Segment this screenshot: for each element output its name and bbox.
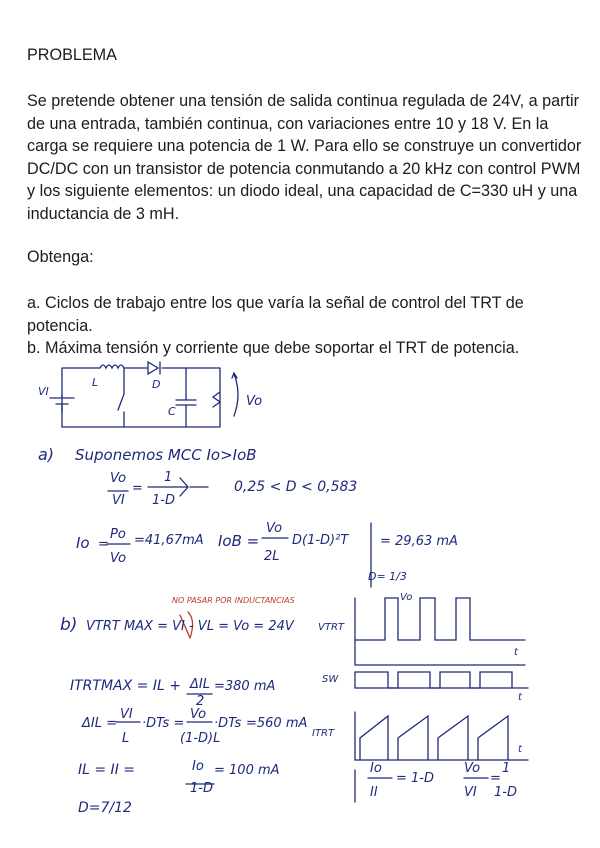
item-b: b. Máxima tensión y corriente que debe soportar el TRT de potencia. bbox=[27, 339, 520, 357]
source-symbol bbox=[50, 395, 74, 412]
svg-text:ΔIL =: ΔIL = bbox=[82, 716, 117, 731]
svg-text:1-D: 1-D bbox=[494, 785, 517, 800]
svg-text:·DTs: ·DTs bbox=[214, 716, 242, 731]
svg-text:Io: Io bbox=[192, 759, 204, 774]
svg-text:=: = bbox=[132, 481, 143, 496]
svg-text:IL = II =: IL = II = bbox=[78, 762, 135, 778]
iob-value: = 29,63 mA bbox=[380, 534, 458, 549]
svg-text:VI: VI bbox=[112, 493, 125, 508]
label-vi: VI bbox=[38, 385, 49, 398]
svg-text:1-D: 1-D bbox=[190, 781, 213, 796]
svg-text:Po: Po bbox=[110, 527, 126, 542]
svg-text:D(1-D)²T: D(1-D)²T bbox=[292, 533, 349, 548]
waveform-vo-label: Vo bbox=[400, 592, 413, 603]
handwritten-solution bbox=[0, 360, 600, 848]
assumption: Suponemos MCC Io>IoB bbox=[75, 446, 257, 464]
svg-text:Vo: Vo bbox=[110, 471, 127, 486]
item-a: a. Ciclos de trabajo entre los que varía la señal de control del TRT de potencia. bbox=[27, 294, 524, 335]
part-b-label: b) bbox=[60, 615, 78, 635]
switch-symbol bbox=[118, 368, 124, 427]
waveform-t2-label: t bbox=[518, 692, 522, 703]
vtrt-axis bbox=[355, 598, 525, 665]
vtrt-waveform bbox=[355, 598, 525, 640]
obtain-label: Obtenga: bbox=[27, 248, 94, 266]
svg-text:II: II bbox=[370, 785, 378, 800]
svg-text:=: = bbox=[490, 771, 501, 786]
note-inductances: NO PASAR POR INDUCTANCIAS bbox=[172, 596, 295, 605]
waveform-vtrt-label: VTRT bbox=[318, 622, 345, 633]
d-note: D= 1/3 bbox=[368, 570, 407, 583]
svg-text:Vo: Vo bbox=[266, 521, 283, 536]
io-value: =41,67mA bbox=[134, 533, 204, 548]
waveform-itrt-label: ITRT bbox=[312, 728, 335, 739]
svg-text:= 1-D: = 1-D bbox=[396, 771, 434, 786]
svg-text:·DTs =: ·DTs = bbox=[142, 716, 185, 731]
svg-text:(1-D)L: (1-D)L bbox=[180, 731, 221, 746]
diode-symbol bbox=[148, 362, 160, 374]
svg-text:IoB =: IoB = bbox=[218, 532, 260, 550]
svg-text:Io: Io bbox=[76, 534, 90, 552]
part-a-label: a) bbox=[38, 445, 55, 464]
itrt-max-eq: ITRTMAX = IL + bbox=[70, 678, 181, 694]
svg-text:1: 1 bbox=[502, 761, 511, 776]
d-value: D=7/12 bbox=[78, 800, 132, 816]
dil-value: =560 mA bbox=[246, 716, 308, 731]
label-d: D bbox=[152, 378, 161, 391]
svg-text:=: = bbox=[98, 537, 109, 552]
label-vo: Vo bbox=[246, 394, 263, 409]
il-value: = 100 mA bbox=[214, 763, 280, 778]
svg-text:2: 2 bbox=[196, 694, 205, 709]
svg-text:L: L bbox=[122, 731, 130, 746]
duty-range: 0,25 < D < 0,583 bbox=[234, 479, 358, 495]
svg-text:Vo: Vo bbox=[464, 761, 481, 776]
capacitor-symbol bbox=[176, 368, 196, 427]
svg-text:VI: VI bbox=[120, 707, 133, 722]
waveform-t1-label: t bbox=[514, 647, 518, 658]
vtrt-max-eq: VTRT MAX = VI - VL = Vo = 24V bbox=[86, 619, 294, 634]
problem-title: PROBLEMA bbox=[27, 46, 117, 64]
itrt-value: =380 mA bbox=[214, 679, 276, 694]
load-symbol bbox=[213, 392, 220, 407]
svg-text:Vo: Vo bbox=[190, 707, 207, 722]
svg-text:1-D: 1-D bbox=[152, 493, 175, 508]
vo-arrow bbox=[232, 373, 238, 416]
svg-text:1: 1 bbox=[164, 470, 173, 485]
svg-text:Vo: Vo bbox=[110, 551, 127, 566]
sw-waveform bbox=[355, 672, 512, 688]
svg-text:2L: 2L bbox=[264, 549, 280, 564]
svg-text:ΔIL: ΔIL bbox=[190, 677, 210, 692]
label-c: C bbox=[168, 405, 176, 418]
svg-text:VI: VI bbox=[464, 785, 477, 800]
waveform-t3-label: t bbox=[518, 744, 522, 755]
waveform-sw-label: SW bbox=[322, 674, 339, 685]
label-l: L bbox=[92, 376, 99, 389]
boost-converter-circuit bbox=[50, 362, 238, 427]
svg-text:Io: Io bbox=[370, 761, 382, 776]
problem-statement: Se pretende obtener una tensión de salida continua regulada de 24V, a partir de una entrada, también continua, con variaciones entre 10 y 18 V. En la carga se requiere una potencia de 1 W. Para ello se construye un convertidor DC/DC con un transistor de potencia conmutando a 20 kHz con control PWM y los siguiente elementos: un diodo ideal, una capacidad de C=330 uH y una inductancia de 3 mH. bbox=[27, 92, 582, 223]
itrt-waveform bbox=[360, 716, 508, 760]
inductor-symbol bbox=[100, 365, 124, 368]
